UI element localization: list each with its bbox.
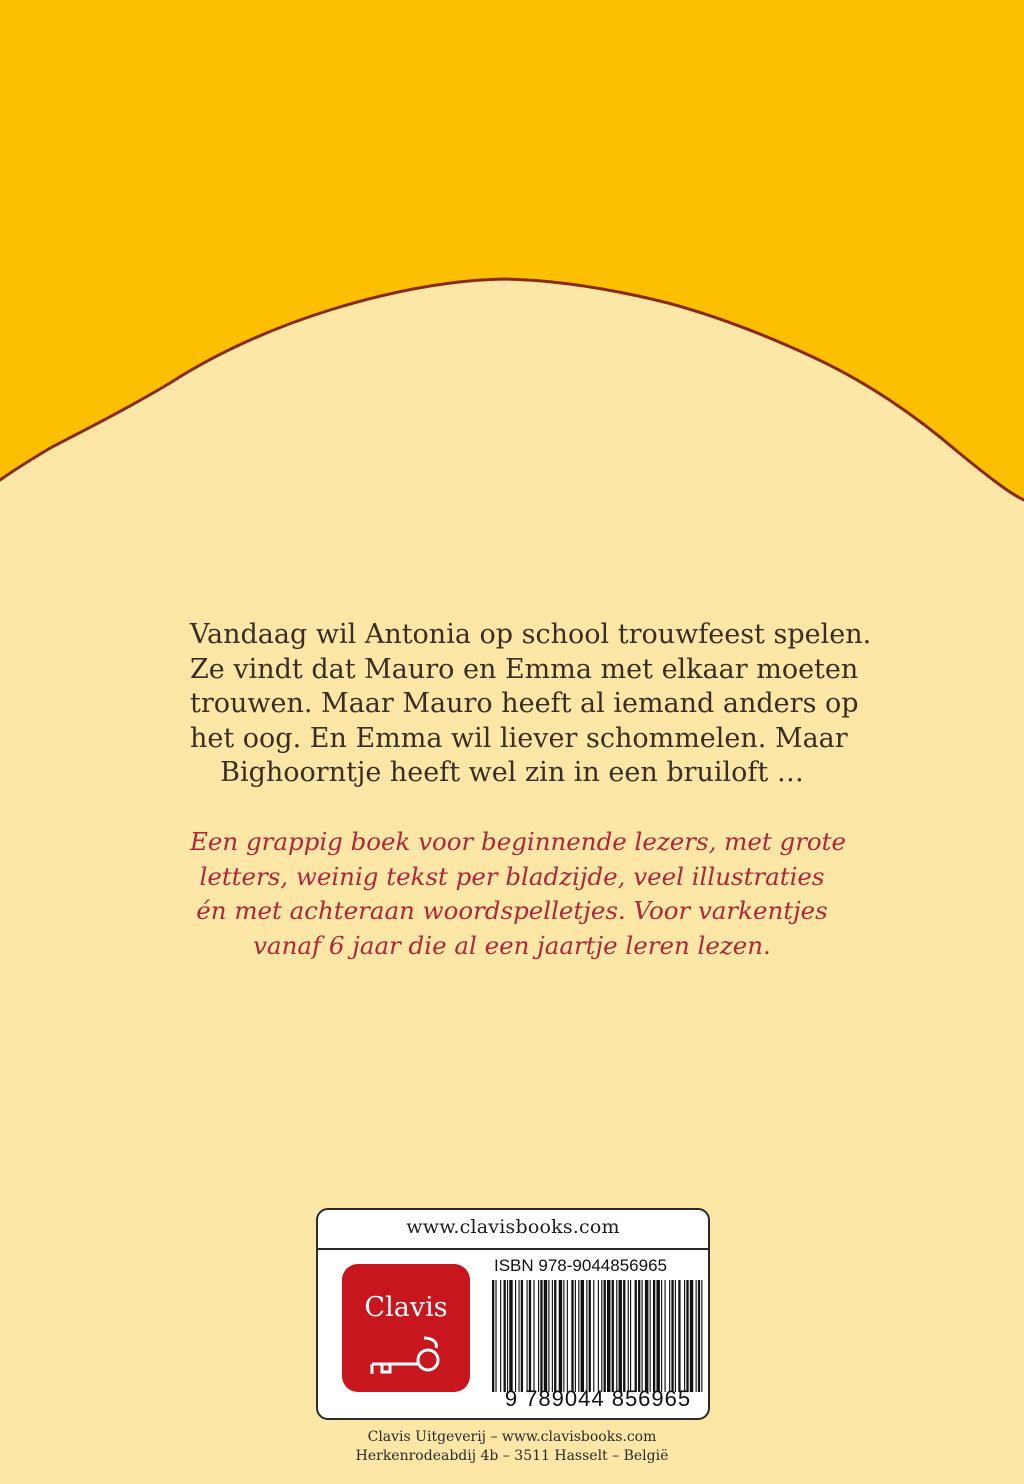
barcode-bar [607,1280,610,1392]
blurb-line: het oog. En Emma wil liever schommelen. Maar [190,722,848,754]
barcode-bar [628,1280,629,1392]
barcode-bar [509,1280,512,1392]
barcode-bar [690,1280,693,1392]
barcode-bar [701,1280,702,1392]
barcode-bar [675,1280,676,1392]
barcode-bar [698,1280,700,1392]
barcode-bar [540,1280,542,1392]
barcode-bar [623,1280,625,1392]
tagline-line: Een grappig boek voor beginnende lezers, met grote [190,827,846,856]
barcode-bar [669,1280,670,1392]
isbn-label: ISBN 978-9044856965 [494,1256,667,1275]
barcode-bar [586,1280,587,1392]
blurb-line: Bighoorntje heeft wel zin in een bruiloft … [220,757,804,788]
barcode-bar [645,1280,648,1392]
barcode-bar [559,1280,562,1392]
barcode-bar [635,1280,637,1392]
ean-digits: 9 789044 856965 [504,1386,692,1411]
tagline-line: letters, weinig tekst per bladzijde, veel illustraties [199,861,825,891]
publisher-address: Herkenrodeabdij 4b – 3511 Hasselt – België [355,1448,669,1464]
barcode-bar [533,1280,534,1392]
barcode-bar [504,1280,506,1392]
barcode-bar [500,1280,501,1392]
divider [318,1248,708,1250]
barcode-bar [589,1280,591,1392]
barcode-bar [578,1280,579,1392]
barcode-bar [518,1280,519,1392]
barcode-bar [507,1280,508,1392]
barcode-bar [612,1280,614,1392]
barcode-bar [575,1280,576,1392]
barcode-bar [653,1280,655,1392]
blurb-line: Vandaag wil Antonia op school trouwfeest spelen. [190,619,872,650]
barcode-bar [544,1280,547,1392]
barcode-bar [678,1280,680,1392]
barcode-bar [571,1280,573,1392]
website-label: www.clavisbooks.com [406,1216,620,1238]
barcode-bar [684,1280,685,1392]
barcode-bar [661,1280,662,1392]
barcode-bar [521,1280,523,1392]
story-blurb [190,618,872,791]
barcode-bar [529,1280,531,1392]
key-icon [368,1334,444,1378]
barcode-bar [638,1280,640,1392]
tagline-line: én met achteraan woordspelletjes. Voor varkentjes [196,896,828,925]
blurb-line: Ze vindt dat Mauro en Emma met elkaar moeten [190,653,859,685]
publisher-line: Clavis Uitgeverij – www.clavisbooks.com [367,1429,657,1445]
barcode-bar [671,1280,673,1392]
barcode-bar [665,1280,666,1392]
barcode-bar [552,1280,553,1392]
book-tagline [190,825,846,963]
barcode-bar [538,1280,539,1392]
barcode-bar [527,1280,528,1392]
barcode-bar [554,1280,556,1392]
publisher-info [312,1428,712,1466]
barcode-bar [604,1280,606,1392]
barcode-bar [495,1280,496,1392]
barcode [490,1280,706,1392]
barcode-bar [601,1280,602,1392]
barcode-bar [515,1280,516,1392]
logo-text: Clavis [364,1292,448,1323]
barcode-bar [686,1280,688,1392]
barcode-bar [492,1280,494,1392]
barcode-bar [630,1280,631,1392]
clavis-logo [342,1264,470,1392]
barcode-bar [593,1280,594,1392]
barcode-bar [650,1280,651,1392]
barcode-bar [656,1280,659,1392]
barcode-panel [316,1208,710,1420]
barcode-bar [548,1280,549,1392]
barcode-bar [696,1280,697,1392]
barcode-bar [642,1280,643,1392]
tagline-line: vanaf 6 jaar die al een jaartje leren lezen. [253,930,771,960]
barcode-bar [616,1280,617,1392]
barcode-bar [598,1280,599,1392]
blurb-line: trouwen. Maar Mauro heeft al iemand anders op [190,688,859,719]
barcode-bar [619,1280,622,1392]
barcode-bar [563,1280,564,1392]
barcode-bar [567,1280,568,1392]
barcode-bar [581,1280,584,1392]
